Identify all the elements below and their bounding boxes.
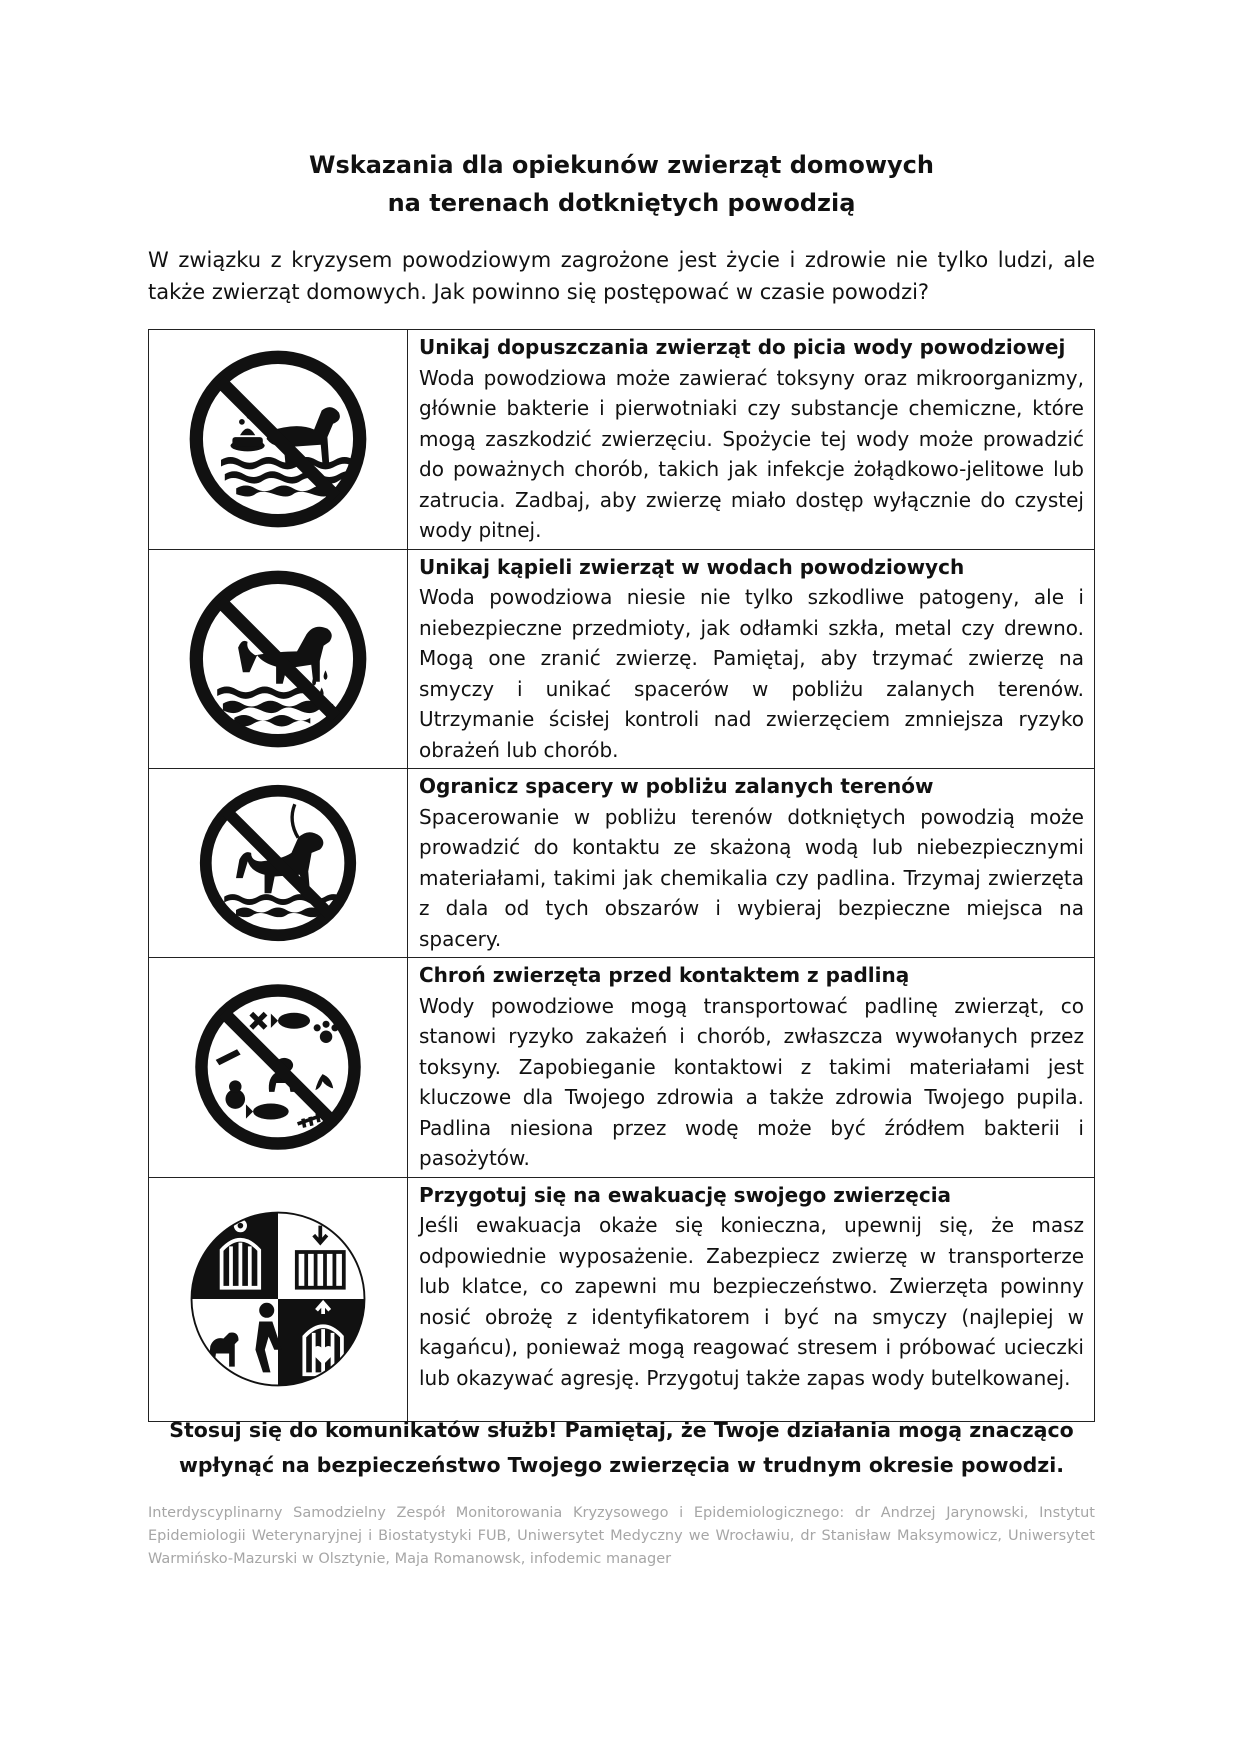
pet-evacuation-icon [149,1205,407,1393]
tip-body: Woda powodziowa może zawierać toksyny oraz mikroorganizmy, głównie bakterie i pierwotniaki czy substancje chemiczne, które mogą zaszkodzić zwierzęciu. Spożycie tej wody może prowadzić do poważnych chorób, takich jak infekcje żołądkowo-jelitowe lub zatrucia. Zadbaj, aby zwierzę miało dostęp wyłącznie do czystej wody pitnej. [419,365,1084,542]
tip-row [149,330,1095,550]
tip-row [149,958,1095,1178]
tip-heading: Unikaj kąpieli zwierząt w wodach powodziowych [419,554,965,579]
no-carrion-contact-icon [149,978,407,1156]
title-line-1: Wskazania dla opiekunów zwierząt domowych [309,151,934,179]
tip-row [149,1177,1095,1421]
title-line-2: na terenach dotkniętych powodzią [387,189,856,217]
tip-row [149,769,1095,958]
tips-table [148,329,1095,1422]
tip-row [149,549,1095,769]
tip-heading: Unikaj dopuszczania zwierząt do picia wody powodziowej [419,335,1066,359]
tip-body: Jeśli ewakuacja okaże się konieczna, upewnij się, że masz odpowiednie wyposażenie. Zabezpiecz zwierzę w transporterze lub klatce, co zapewni mu bezpieczeństwo. Zwierzęta powinny nosić obrożę z identyfikatorem i być na smyczy (najlepiej w kagańcu), ponieważ mogą reagować stresem i próbować ucieczki lub okazywać agresję. Przygotuj także zapas wody butelkowanej. [419,1213,1084,1390]
tip-body: Spacerowanie w pobliżu terenów dotkniętych powodzią może prowadzić do kontaktu ze skażoną wodą lub niebezpiecznymi materiałami, takimi jak chemikalia czy padlina. Trzymaj zwierzęta z dala od tych obszarów i wybieraj bezpieczne miejsca na spacery. [419,804,1084,951]
credits-footnote: Interdyscyplinarny Samodzielny Zespół Monitorowania Kryzysowego i Epidemiologicznego: dr Andrzej Jarynowski, Instytut Epidemiologii Weterynaryjnej i Biostatystyki FUB, Uniwersytet Medyczny we Wrocławiu, dr Stanisław Maksymowicz, Uniwersytet Warmińsko-Mazurski w Olsztynie, Maja Romanowsk, infodemic manager [148,1505,1095,1567]
closing-line-1: Stosuj się do komunikatów służb! Pamiętaj, że Twoje działania mogą znacząco [169,1418,1074,1442]
tip-body: Woda powodziowa niesie nie tylko szkodliwe patogeny, ale i niebezpieczne przedmioty, jak odłamki szkła, metal czy drewno. Mogą one zranić zwierzę. Pamiętaj, aby trzymać zwierzę na smyczy i unikać spacerów w pobliżu zalanych terenów. Utrzymanie ścisłej kontroli nad zwierzęciem zmniejsza ryzyko obrażeń lub chorób. [419,585,1084,762]
no-dog-drinking-flood-water-icon [149,344,407,534]
no-dog-bathing-icon [149,564,407,754]
closing-statement [148,1413,1095,1483]
tip-heading: Ogranicz spacery w pobliżu zalanych terenów [419,774,934,798]
closing-line-2: wpłynąć na bezpieczeństwo Twojego zwierzęcia w trudnym okresie powodzi. [178,1453,1065,1477]
no-dog-walking-flood-icon [149,779,407,947]
tip-heading: Chroń zwierzęta przed kontaktem z padliną [419,963,910,987]
intro-paragraph: W związku z kryzysem powodziowym zagrożone jest życie i zdrowie nie tylko ludzi, ale także zwierząt domowych. Jak powinno się postępować w czasie powodzi? [148,248,1095,304]
tip-heading: Przygotuj się na ewakuację swojego zwierzęcia [419,1182,952,1207]
document-title [148,146,1095,222]
tip-body: Wody powodziowe mogą transportować padlinę zwierząt, co stanowi ryzyko zakażeń i chorób, zwłaszcza wywołanych przez toksyny. Zapobieganie kontaktowi z takimi materiałami jest kluczowe dla Twojego zdrowia a także zdrowia Twojego pupila. Padlina niesiona przez wodę może być źródłem bakterii i pasożytów. [419,993,1084,1170]
